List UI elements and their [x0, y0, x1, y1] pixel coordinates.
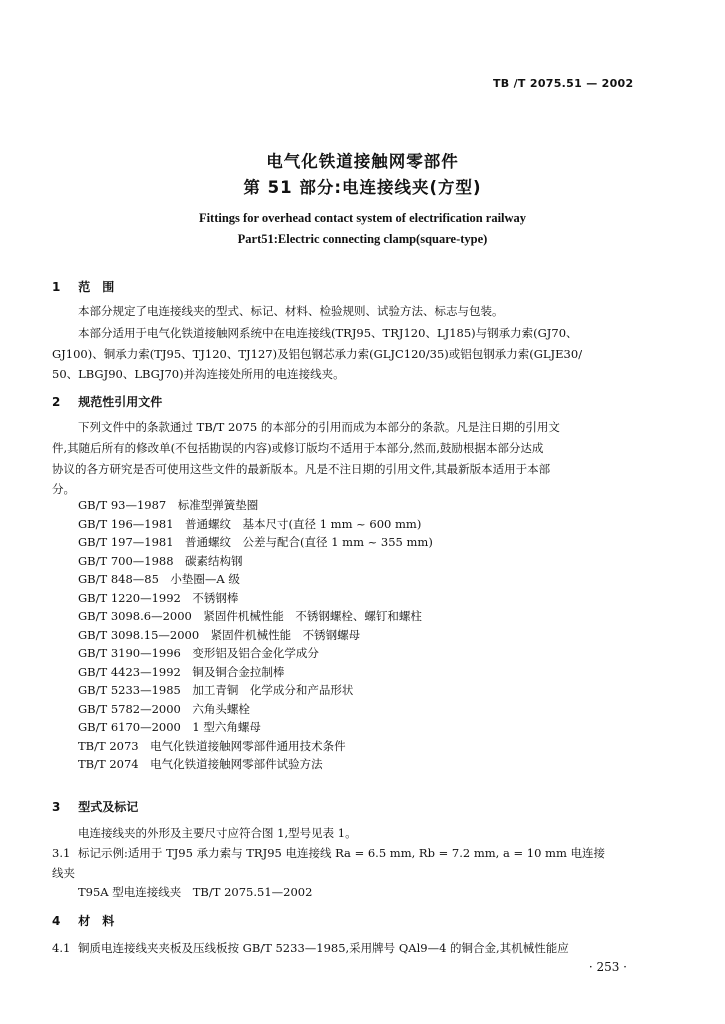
reference-item: GB/T 4423—1992 铜及铜合金拉制棒: [78, 664, 285, 679]
section-number: 2: [52, 395, 61, 409]
reference-item: TB/T 2073 电气化铁道接触网零部件通用技术条件: [78, 738, 346, 753]
clause-4-1-line1: [52, 940, 569, 956]
section-1-heading: [52, 278, 114, 295]
clause-number: 4.1: [52, 941, 71, 955]
reference-item: GB/T 93—1987 标准型弹簧垫圈: [78, 498, 259, 512]
reference-item: GB/T 6170—2000 1 型六角螺母: [78, 720, 261, 734]
section-3-heading: [52, 798, 138, 815]
s2-paragraph-line3: 协议的各方研究是否可使用这些文件的最新版本。凡是不注日期的引用文件,其最新版本适用于本部: [52, 462, 551, 476]
clause-number: 3.1: [52, 846, 71, 860]
title-en-line1: Fittings for overhead contact system of electrification railway: [198, 211, 527, 225]
page-number: · 253 ·: [588, 960, 627, 974]
reference-item: GB/T 1220—1992 不锈钢棒: [78, 590, 239, 605]
reference-item: GB/T 196—1981 普通螺纹 基本尺寸(直径 1 mm ~ 600 mm): [78, 516, 422, 531]
section-2-heading: [52, 393, 162, 410]
s2-paragraph-line2: 件,其随后所有的修改单(不包括勘误的内容)或修订版均不适用于本部分,然而,鼓励根据本部分达成: [52, 441, 544, 455]
reference-item: GB/T 3190—1996 变形铝及铝合金化学成分: [78, 646, 319, 660]
clause-3-1-line1: [52, 845, 605, 861]
normative-reference-list: [78, 496, 433, 774]
clause-text: 铜质电连接线夹夹板及压线板按 GB/T 5233—1985,采用牌号 QAl9—4 的铜合金,其机械性能应: [78, 941, 569, 955]
section-title: 范 围: [78, 280, 115, 294]
clause-text: 标记示例:适用于 TJ95 承力索与 TRJ95 电连接线 Ra = 6.5 mm, Rb = 7.2 mm, a = 10 mm 电连接: [78, 846, 606, 860]
marking-example: T95A 型电连接线夹 TB/T 2075.51—2002: [78, 885, 313, 899]
section-title: 材 料: [78, 914, 115, 928]
s3-paragraph-1: 电连接线夹的外形及主要尺寸应符合图 1,型号见表 1。: [78, 826, 357, 840]
reference-item: TB/T 2074 电气化铁道接触网零部件试验方法: [78, 757, 323, 771]
reference-item: GB/T 700—1988 碳素结构钢: [78, 553, 243, 568]
s2-paragraph-line1: 下列文件中的条款通过 TB/T 2075 的本部分的引用而成为本部分的条款。凡是注日期的引用文: [78, 420, 560, 434]
reference-item: GB/T 5782—2000 六角头螺栓: [78, 701, 250, 716]
section-number: 4: [52, 914, 61, 928]
section-number: 3: [52, 800, 61, 814]
reference-item: GB/T 3098.6—2000 紧固件机械性能 不锈钢螺栓、螺钉和螺柱: [78, 609, 422, 623]
reference-item: GB/T 3098.15—2000 紧固件机械性能 不锈钢螺母: [78, 627, 361, 642]
section-title: 规范性引用文件: [78, 395, 163, 409]
s1-paragraph-1: 本部分规定了电连接线夹的型式、标记、材料、检验规则、试验方法、标志与包装。: [78, 304, 504, 318]
reference-item: GB/T 5233—1985 加工青铜 化学成分和产品形状: [78, 683, 354, 697]
title-cn-line2: 第 51 部分:电连接线夹(方型): [243, 178, 482, 197]
title-en-line2: Part51:Electric connecting clamp(square-type): [237, 232, 488, 246]
reference-item: GB/T 848—85 小垫圈—A 级: [78, 572, 240, 586]
title-cn-line1: 电气化铁道接触网零部件: [266, 152, 459, 171]
section-title: 型式及标记: [78, 800, 139, 814]
clause-3-1-line2: 线夹: [52, 866, 75, 880]
section-number: 1: [52, 280, 61, 294]
s1-paragraph-2-line3: 50、LBGJ90、LBGJ70)并沟连接处所用的电连接线夹。: [52, 367, 345, 381]
s1-paragraph-2-line2: GJ100)、铜承力索(TJ95、TJ120、TJ127)及铝包钢芯承力索(GLJC120/35)或铝包钢承力索(GLJE30/: [52, 347, 583, 361]
s2-paragraph-line4: 分。: [52, 482, 75, 496]
reference-item: GB/T 197—1981 普通螺纹 公差与配合(直径 1 mm ~ 355 mm): [78, 535, 433, 549]
section-4-heading: [52, 912, 114, 929]
s1-paragraph-2-line1: 本部分适用于电气化铁道接触网系统中在电连接线(TRJ95、TRJ120、LJ185)与钢承力索(GJ70、: [78, 326, 578, 340]
standard-code: TB /T 2075.51 — 2002: [493, 77, 634, 90]
